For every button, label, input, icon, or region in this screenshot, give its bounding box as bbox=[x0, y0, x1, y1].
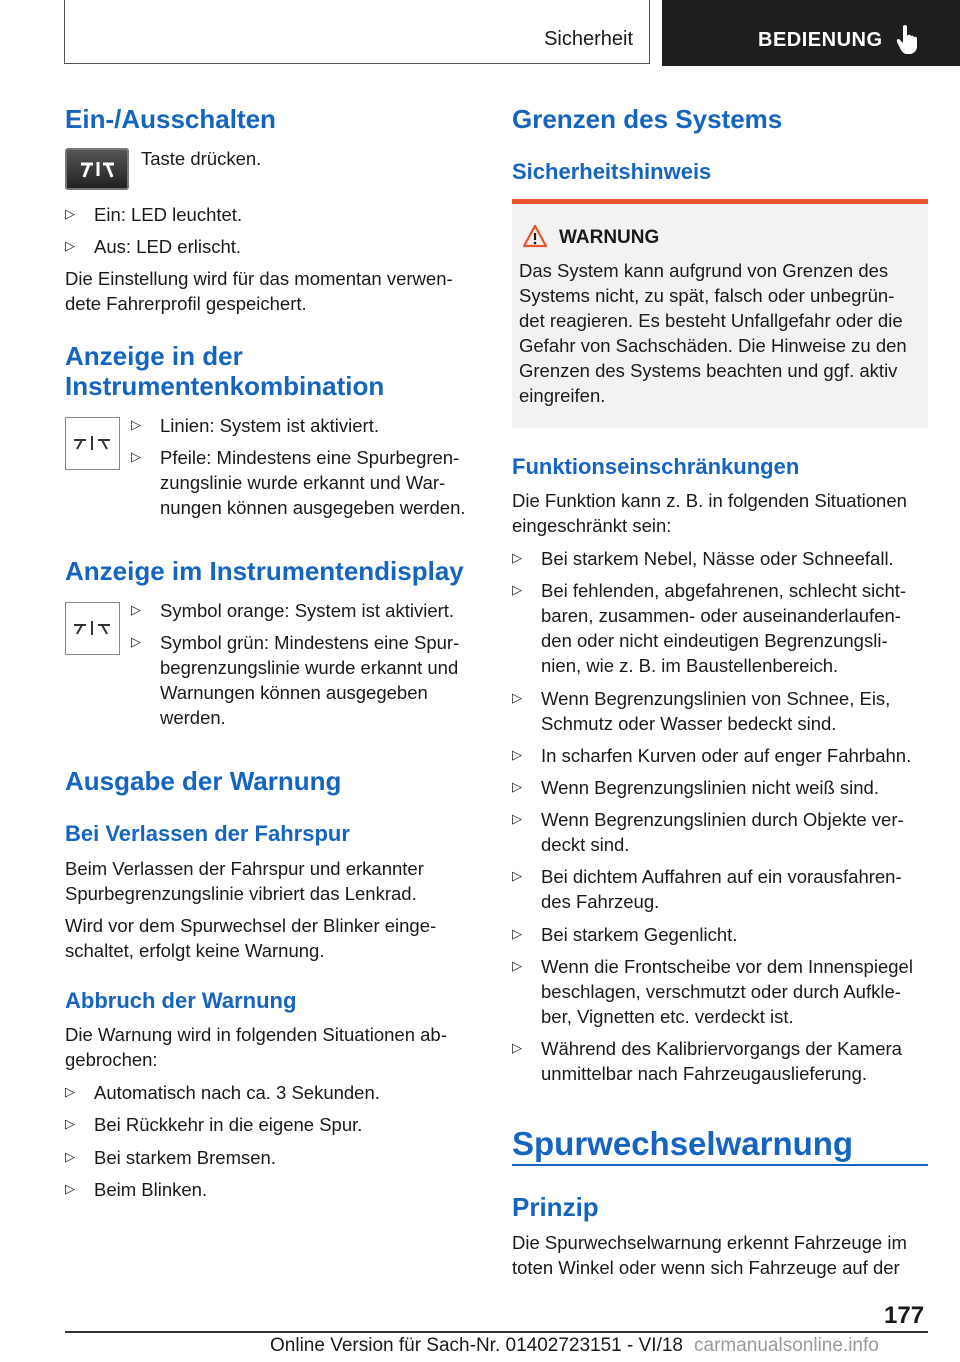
paragraph-line: Spurbegrenzungslinie vibriert das Lenkrad. bbox=[65, 883, 417, 904]
heading-abbruch: Abbruch der Warnung bbox=[65, 988, 297, 1013]
title-underline bbox=[512, 1164, 928, 1166]
heading-verlassen: Bei Verlassen der Fahrspur bbox=[65, 821, 350, 846]
paragraph-line: begrenzungslinie wurde erkannt und bbox=[160, 657, 459, 678]
bullet-triangle-icon: ▷ bbox=[65, 1181, 75, 1196]
paragraph-line: zungslinie wurde erkannt und War- bbox=[160, 472, 446, 493]
lane-indicator-icon-box bbox=[65, 417, 120, 470]
paragraph-line: Die Spurwechselwarnung erkennt Fahrzeuge im bbox=[512, 1232, 907, 1253]
paragraph-line: Die Funktion kann z. B. in folgenden Situationen bbox=[512, 490, 907, 511]
footer-watermark[interactable]: carmanualsonline.info bbox=[694, 1335, 879, 1356]
bullet-triangle-icon: ▷ bbox=[512, 747, 522, 762]
warning-title: WARNUNG bbox=[559, 227, 660, 248]
header-section-label: Sicherheit bbox=[544, 28, 633, 50]
lane-indicator-icon-box bbox=[65, 602, 120, 655]
paragraph-line: ber, Vignetten etc. verdeckt ist. bbox=[541, 1006, 794, 1027]
heading-anzeige-display: Anzeige im Instrumentendisplay bbox=[65, 556, 464, 586]
paragraph-line: des Fahrzeug. bbox=[541, 891, 660, 912]
paragraph-line: Schmutz oder Wasser bedeckt sind. bbox=[541, 713, 837, 734]
warning-text-line: eingreifen. bbox=[519, 385, 606, 406]
page-number: 177 bbox=[884, 1302, 925, 1329]
heading-prinzip: Prinzip bbox=[512, 1192, 599, 1222]
bullet-triangle-icon: ▷ bbox=[512, 926, 522, 941]
paragraph-line: Beim Verlassen der Fahrspur und erkannter bbox=[65, 858, 424, 879]
lane-arrows-icon bbox=[66, 418, 118, 468]
bullet-triangle-icon: ▷ bbox=[131, 449, 141, 464]
bullet-triangle-icon: ▷ bbox=[512, 958, 522, 973]
heading-spurwechselwarnung: Spurwechselwarnung bbox=[512, 1125, 854, 1162]
warning-text-line: det reagieren. Es besteht Unfallgefahr oder die bbox=[519, 310, 903, 331]
lane-key-button-icon bbox=[65, 148, 129, 190]
bullet-triangle-icon: ▷ bbox=[65, 1116, 75, 1131]
heading-sicherheitshinweis: Sicherheitshinweis bbox=[512, 159, 712, 184]
warning-triangle-icon bbox=[522, 224, 548, 248]
bullet-triangle-icon: ▷ bbox=[512, 1040, 522, 1055]
lane-arrows-icon bbox=[66, 603, 118, 653]
bullet-triangle-icon: ▷ bbox=[65, 1084, 75, 1099]
bullet-triangle-icon: ▷ bbox=[65, 238, 75, 253]
paragraph-line: gebrochen: bbox=[65, 1049, 158, 1070]
pointing-hand-icon bbox=[896, 24, 920, 54]
heading-funktion: Funktionseinschränkungen bbox=[512, 454, 800, 479]
text-taste: Taste drücken. bbox=[141, 148, 262, 169]
paragraph-line: dete Fahrerprofil gespeichert. bbox=[65, 293, 307, 314]
bullet-triangle-icon: ▷ bbox=[65, 1149, 75, 1164]
heading-anzeige-kombi: Instrumentenkombination bbox=[65, 371, 385, 401]
bullet-triangle-icon: ▷ bbox=[512, 811, 522, 826]
paragraph-line: schaltet, erfolgt keine Warnung. bbox=[65, 940, 325, 961]
footer-divider bbox=[65, 1331, 928, 1333]
bullet-triangle-icon: ▷ bbox=[131, 634, 141, 649]
bullet-triangle-icon: ▷ bbox=[512, 779, 522, 794]
warning-text-line: Systems nicht, zu spät, falsch oder unbegrün- bbox=[519, 285, 895, 306]
warning-text-line: Gefahr von Sachschäden. Die Hinweise zu den bbox=[519, 335, 907, 356]
footer-online-version: Online Version für Sach-Nr. 01402723151 - VI/18 bbox=[270, 1335, 683, 1356]
paragraph-line: toten Winkel oder wenn sich Fahrzeuge auf der bbox=[512, 1257, 900, 1278]
paragraph-line: Wird vor dem Spurwechsel der Blinker einge- bbox=[65, 915, 437, 936]
bullet-triangle-icon: ▷ bbox=[131, 417, 141, 432]
heading-anzeige-kombi: Anzeige in der bbox=[65, 341, 243, 371]
paragraph-line: deckt sind. bbox=[541, 834, 630, 855]
paragraph-line: Warnungen können ausgegeben bbox=[160, 682, 428, 703]
heading-ausgabe: Ausgabe der Warnung bbox=[65, 766, 342, 796]
header-chapter-tab[interactable] bbox=[662, 0, 960, 66]
paragraph-line: beschlagen, verschmutzt oder durch Aufkle- bbox=[541, 981, 901, 1002]
page-header bbox=[0, 0, 960, 66]
lane-lines-icon bbox=[67, 150, 127, 188]
heading-ein-ausschalten: Ein-/Ausschalten bbox=[65, 104, 276, 134]
header-chapter-label: BEDIENUNG bbox=[758, 29, 883, 51]
bullet-triangle-icon: ▷ bbox=[512, 582, 522, 597]
warning-text-line: Grenzen des Systems beachten und ggf. aktiv bbox=[519, 360, 898, 381]
warning-text-line: Das System kann aufgrund von Grenzen des bbox=[519, 260, 889, 281]
paragraph-line: den oder nicht eindeutigen Begrenzungsli- bbox=[541, 630, 888, 651]
paragraph-line: eingeschränkt sein: bbox=[512, 515, 672, 536]
bullet-triangle-icon: ▷ bbox=[512, 550, 522, 565]
paragraph-line: unmittelbar nach Fahrzeugauslieferung. bbox=[541, 1063, 867, 1084]
header-section-box bbox=[64, 0, 650, 64]
paragraph-line: Die Einstellung wird für das momentan verwen- bbox=[65, 268, 453, 289]
paragraph-line: nien, wie z. B. im Baustellenbereich. bbox=[541, 655, 839, 676]
heading-grenzen: Grenzen des Systems bbox=[512, 104, 783, 134]
paragraph-line: nungen können ausgegeben werden. bbox=[160, 497, 466, 518]
paragraph-line: baren, zusammen- oder auseinanderlaufen- bbox=[541, 605, 901, 626]
paragraph-line: werden. bbox=[160, 707, 226, 728]
bullet-triangle-icon: ▷ bbox=[512, 868, 522, 883]
paragraph-line: Die Warnung wird in folgenden Situationen ab- bbox=[65, 1024, 447, 1045]
bullet-triangle-icon: ▷ bbox=[512, 690, 522, 705]
bullet-triangle-icon: ▷ bbox=[131, 602, 141, 617]
bullet-triangle-icon: ▷ bbox=[65, 206, 75, 221]
